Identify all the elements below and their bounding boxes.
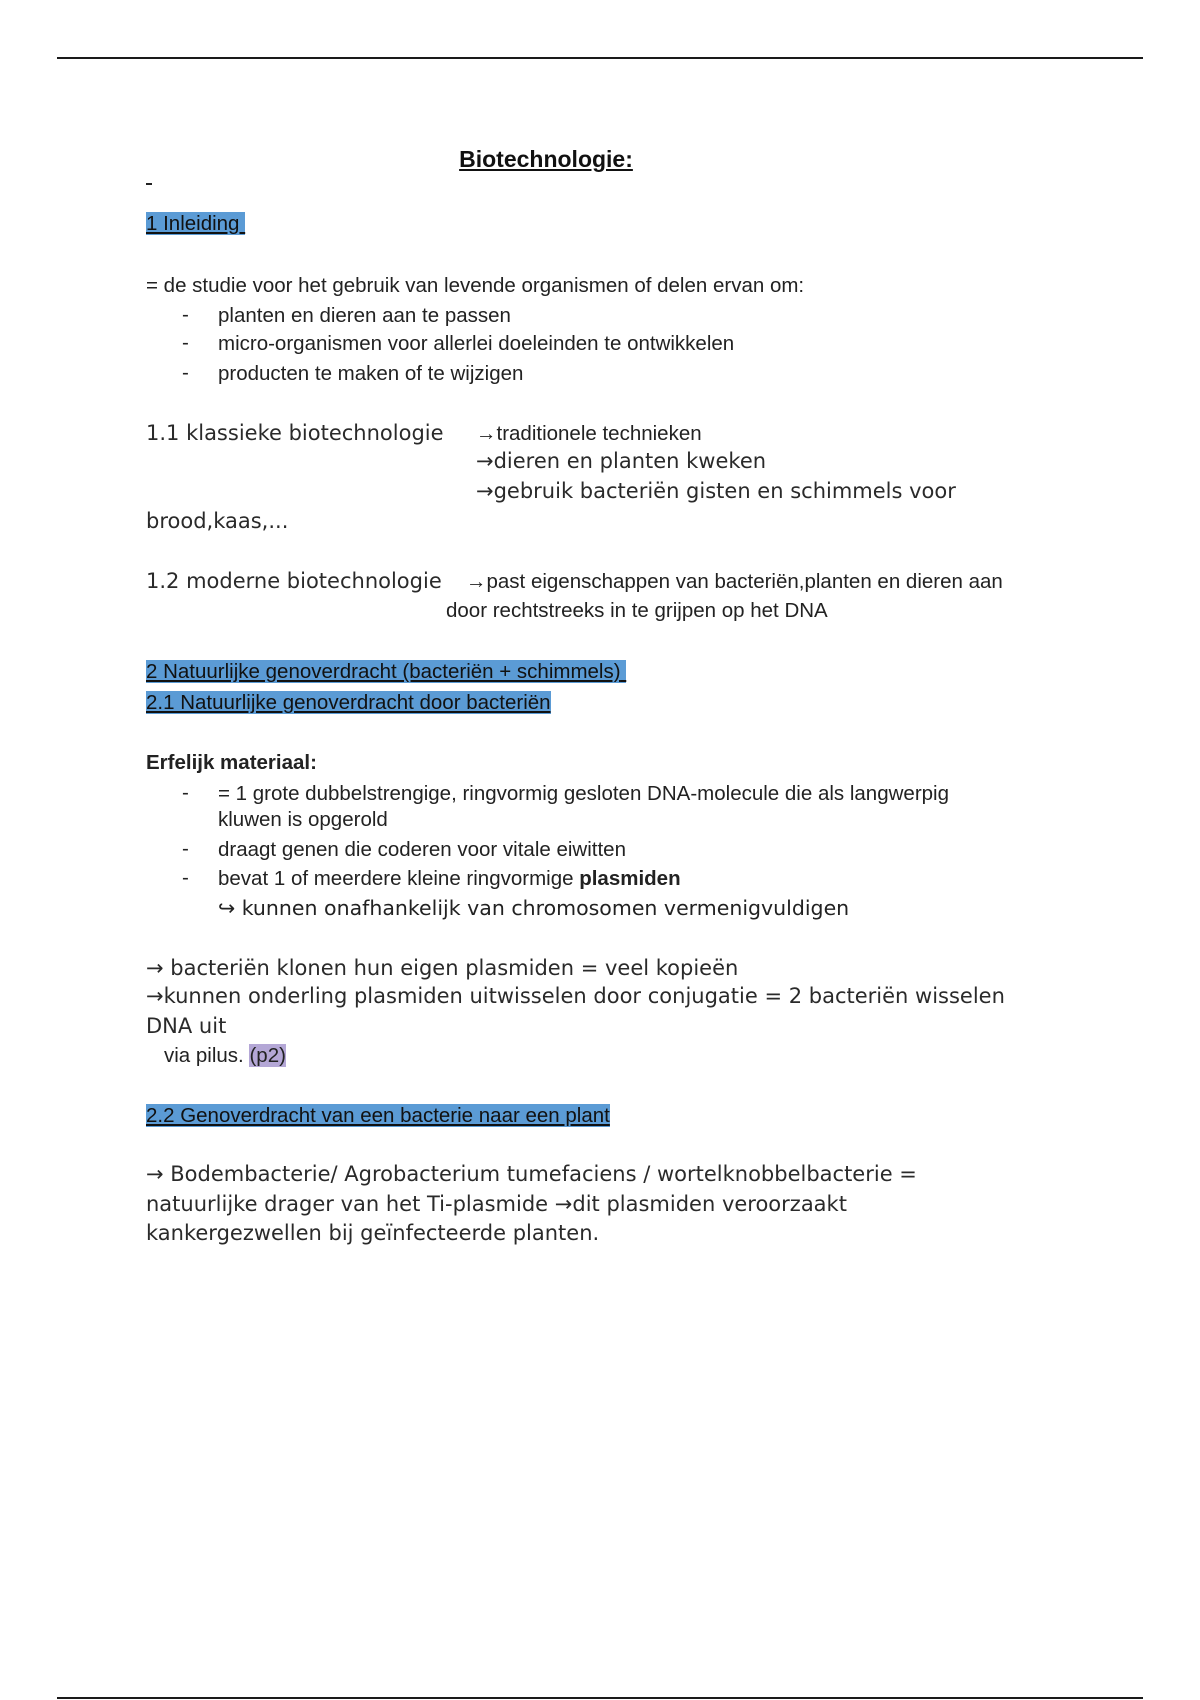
section-2-2-heading: 2.2 Genoverdracht van een bacterie naar een plant bbox=[146, 1104, 610, 1127]
list-item: producten te maken of te wijzigen bbox=[218, 362, 524, 385]
exchange-line-3: via pilus. (p2) bbox=[164, 1044, 286, 1067]
section-2-1-heading: 2.1 Natuurlijke genoverdracht door bacteriën bbox=[146, 691, 551, 714]
list-item: planten en dieren aan te passen bbox=[218, 304, 511, 327]
stray-mark bbox=[146, 183, 152, 185]
list-item: bevat 1 of meerdere kleine ringvormige plasmiden bbox=[218, 867, 681, 890]
list-item: = 1 grote dubbelstrengige, ringvormig gesloten DNA-molecule die als langwerpig bbox=[218, 782, 950, 805]
document-title: Biotechnologie: bbox=[459, 146, 633, 172]
exchange-line-2: DNA uit bbox=[146, 1014, 227, 1038]
bullet-marker: - bbox=[182, 866, 189, 889]
classic-biotech-line-4: brood,kaas,... bbox=[146, 509, 289, 533]
modern-biotech-line-2: door rechtstreeks in te grijpen op het DNA bbox=[446, 599, 828, 622]
section-2-heading: 2 Natuurlijke genoverdracht (bacteriën + schimmels) bbox=[146, 659, 626, 685]
list-item: micro-organismen voor allerlei doeleinden te ontwikkelen bbox=[218, 332, 735, 355]
section-1-heading: 1 Inleiding bbox=[146, 211, 245, 237]
exchange-line-1: →kunnen onderling plasmiden uitwisselen door conjugatie = 2 bacteriën wisselen bbox=[146, 984, 1005, 1008]
page-reference: (p2) bbox=[249, 1044, 286, 1067]
agro-line-1: → Bodembacterie/ Agrobacterium tumefaciens / wortelknobbelbacterie = bbox=[146, 1162, 917, 1186]
classic-biotech-label: 1.1 klassieke biotechnologie bbox=[146, 421, 444, 445]
list-item: draagt genen die coderen voor vitale eiwitten bbox=[218, 838, 626, 861]
page-top-rule bbox=[57, 57, 1143, 59]
definition-text: = de studie voor het gebruik van levende organismen of delen ervan om: bbox=[146, 274, 805, 297]
erfelijk-materiaal-label: Erfelijk materiaal: bbox=[146, 751, 317, 774]
bullet-marker: - bbox=[182, 837, 189, 860]
clone-line: → bacteriën klonen hun eigen plasmiden = veel kopieën bbox=[146, 956, 739, 980]
bullet-marker: - bbox=[182, 781, 189, 804]
classic-biotech-line-2: →dieren en planten kweken bbox=[476, 449, 767, 473]
agro-line-3: kankergezwellen bij geïnfecteerde planten. bbox=[146, 1221, 600, 1245]
classic-biotech-line-3: →gebruik bacteriën gisten en schimmels voor bbox=[476, 479, 956, 503]
modern-biotech-line-1: →past eigenschappen van bacteriën,planten en dieren aan bbox=[466, 570, 1003, 593]
page-bottom-rule bbox=[57, 1697, 1143, 1699]
classic-biotech-line-1: →traditionele technieken bbox=[476, 422, 702, 445]
agro-line-2: natuurlijke drager van het Ti-plasmide →dit plasmiden veroorzaakt bbox=[146, 1192, 847, 1216]
list-item-sub: ↪ kunnen onafhankelijk van chromosomen vermenigvuldigen bbox=[218, 896, 850, 920]
bullet-marker: - bbox=[182, 331, 189, 354]
list-item-continuation: kluwen is opgerold bbox=[218, 808, 388, 831]
bullet-marker: - bbox=[182, 361, 189, 384]
modern-biotech-label: 1.2 moderne biotechnologie bbox=[146, 569, 442, 593]
bullet-marker: - bbox=[182, 303, 189, 326]
